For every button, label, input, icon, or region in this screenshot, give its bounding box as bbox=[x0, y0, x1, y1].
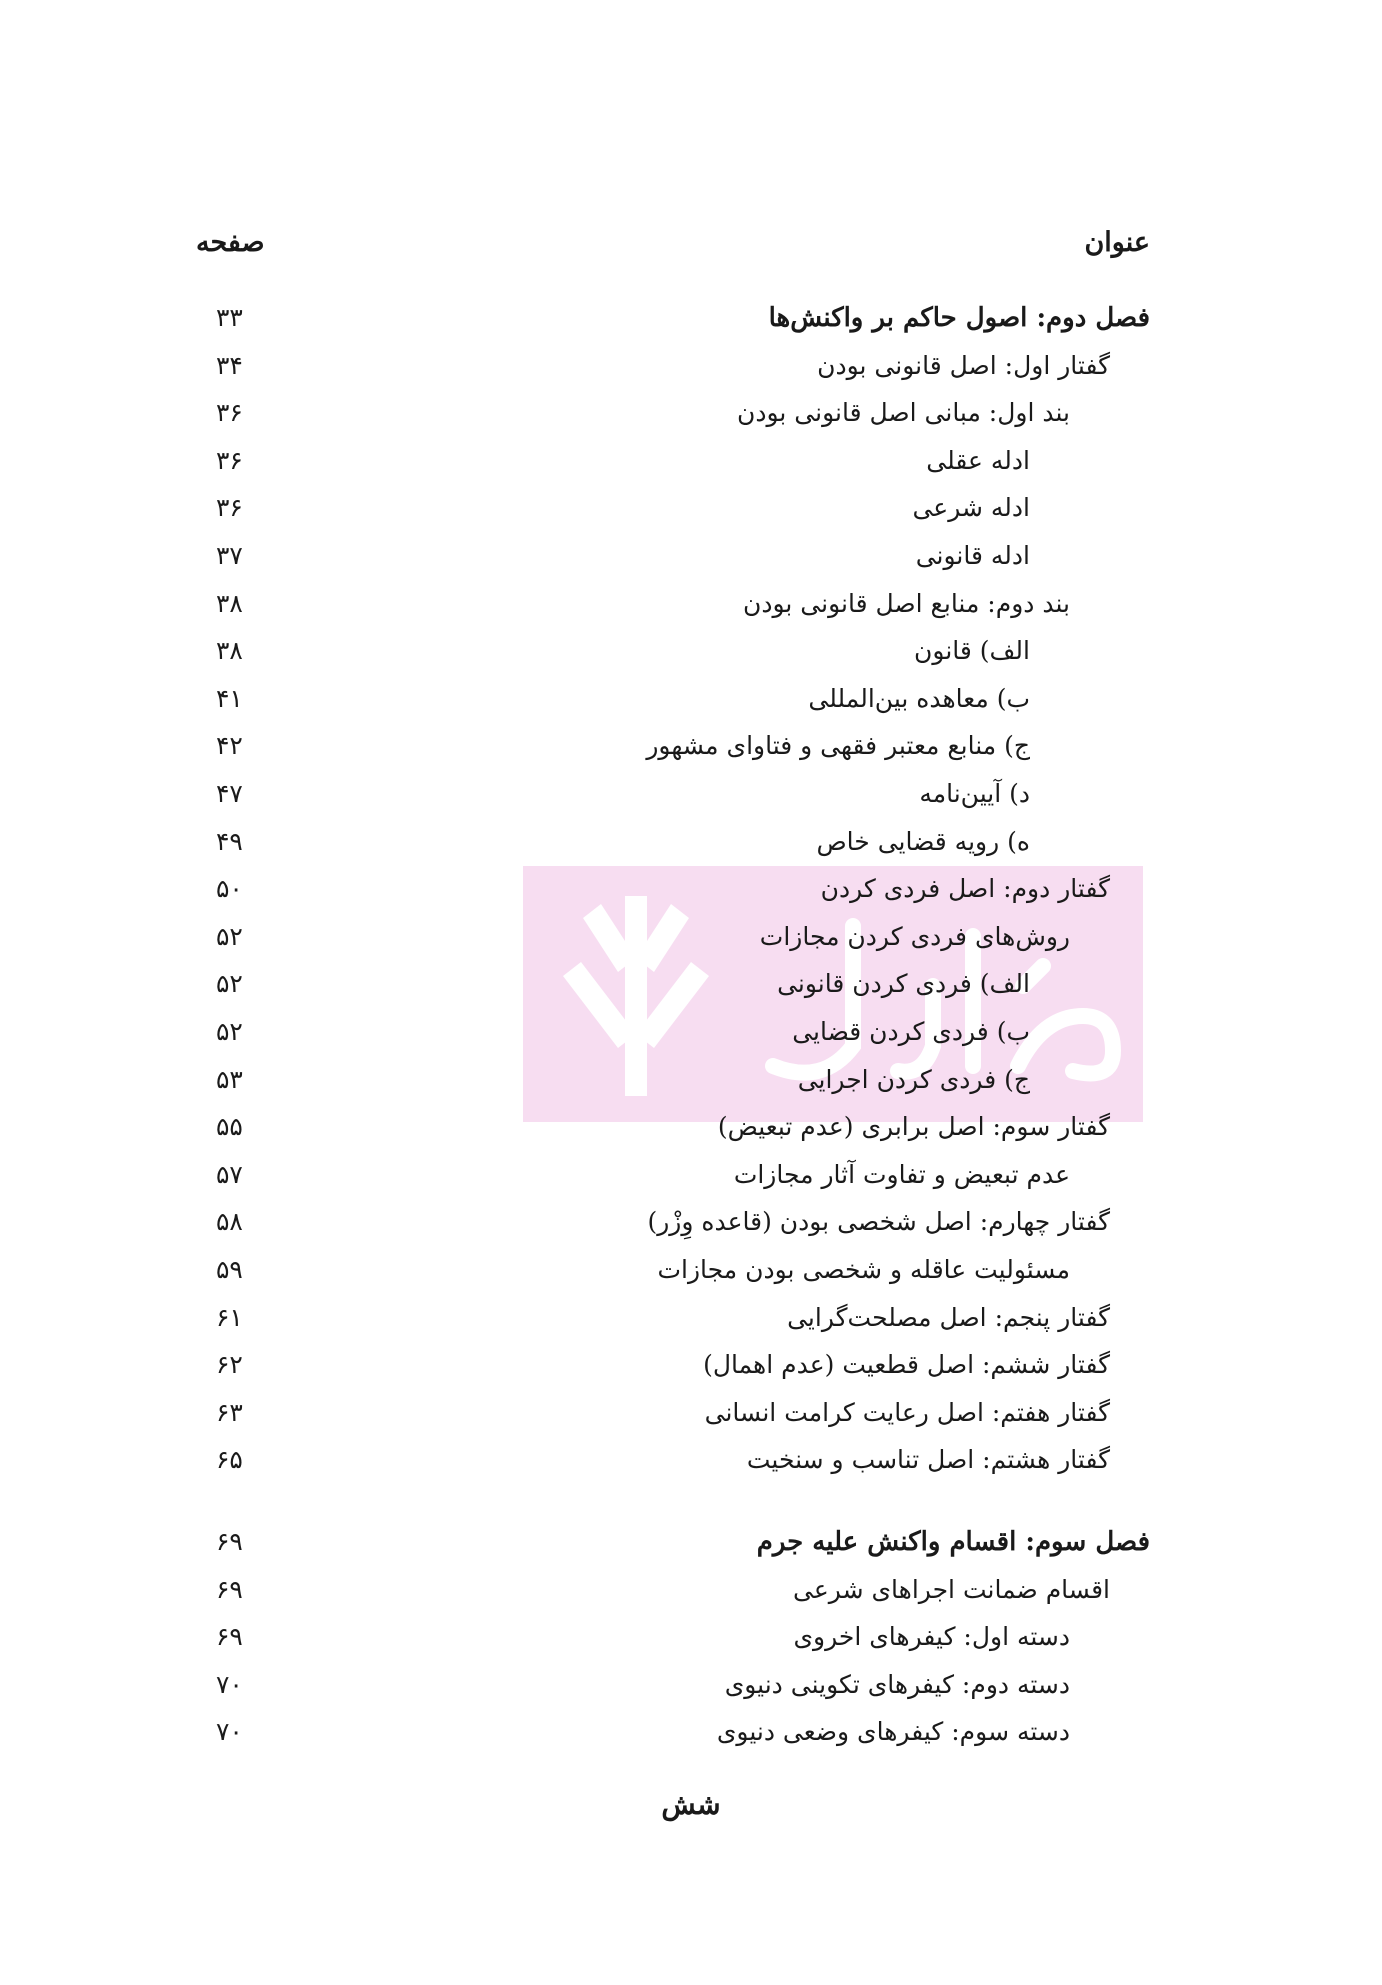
toc-entry-row bbox=[196, 1617, 1150, 1657]
toc-entry-title: دسته سوم: کیفرهای وضعی دنیوی bbox=[716, 1717, 1070, 1747]
toc-entry-row bbox=[196, 679, 1150, 719]
toc-entry-title: الف) قانون bbox=[914, 636, 1030, 666]
toc-entry-page-number: ۷۰ bbox=[216, 1669, 243, 1699]
toc-entry-page-number: ۵۲ bbox=[216, 969, 243, 999]
toc-entry-row bbox=[196, 1298, 1150, 1338]
toc-entry-title: ه) رویه قضایی خاص bbox=[816, 826, 1030, 856]
toc-entry-page-number: ۴۱ bbox=[216, 683, 243, 713]
toc-entry-page-number: ۳۳ bbox=[216, 303, 243, 332]
toc-entry-page-number: ۳۶ bbox=[216, 493, 243, 523]
toc-entry-page-number: ۴۹ bbox=[216, 826, 243, 856]
toc-entry-row bbox=[196, 869, 1150, 909]
toc-entry-title: ج) فردی کردن اجرایی bbox=[797, 1064, 1030, 1094]
toc-entry-title: فصل دوم: اصول حاکم بر واکنش‌ها bbox=[768, 303, 1150, 333]
toc-page-column-label: صفحه bbox=[196, 226, 265, 258]
toc-entry-title: دسته اول: کیفرهای اخروی bbox=[793, 1622, 1070, 1652]
toc-entry-row bbox=[196, 822, 1150, 862]
toc-entry-row bbox=[196, 1440, 1150, 1480]
toc-entry-row bbox=[196, 488, 1150, 528]
toc-entry-title: گفتار هفتم: اصل رعایت کرامت انسانی bbox=[704, 1397, 1110, 1427]
toc-entry-page-number: ۵۹ bbox=[216, 1255, 243, 1284]
toc-entry-row bbox=[196, 393, 1150, 433]
toc-entry-row bbox=[196, 346, 1150, 386]
toc-entry-title: ب) معاهده بین‌المللی bbox=[808, 683, 1030, 713]
toc-entry-page-number: ۵۲ bbox=[216, 1017, 243, 1046]
toc-entry-title: ب) فردی کردن قضایی bbox=[792, 1017, 1030, 1046]
toc-entry-title: گفتار سوم: اصل برابری (عدم تبعیض) bbox=[717, 1112, 1110, 1142]
toc-entry-page-number: ۴۲ bbox=[216, 731, 243, 761]
toc-entry-page-number: ۶۹ bbox=[216, 1527, 243, 1556]
toc-entry-title: گفتار چهارم: اصل شخصی بودن (قاعده وِزْر) bbox=[647, 1207, 1110, 1237]
toc-entry-title: ادله عقلی bbox=[926, 445, 1030, 475]
toc-entry-row bbox=[196, 631, 1150, 671]
toc-entry-page-number: ۵۲ bbox=[216, 921, 243, 951]
toc-entry-page-number: ۳۴ bbox=[216, 350, 243, 380]
toc-header bbox=[196, 222, 1150, 262]
toc-entry-page-number: ۳۶ bbox=[216, 398, 243, 428]
toc-entry-row bbox=[196, 1155, 1150, 1195]
toc-entry-title: گفتار پنجم: اصل مصلحت‌گرایی bbox=[787, 1302, 1110, 1332]
toc-entry-title: فصل سوم: اقسام واکنش علیه جرم bbox=[756, 1527, 1150, 1557]
toc-entry-page-number: ۳۷ bbox=[216, 541, 243, 570]
toc-entry-page-number: ۵۷ bbox=[216, 1159, 243, 1189]
toc-entry-title: ادله شرعی bbox=[912, 493, 1030, 523]
toc-chapter-row bbox=[196, 1522, 1150, 1562]
toc-entry-page-number: ۵۸ bbox=[216, 1207, 243, 1237]
toc-entry-row bbox=[196, 964, 1150, 1004]
toc-entry-title: ج) منابع معتبر فقهی و فتاوای مشهور bbox=[646, 731, 1030, 761]
toc-entry-title: الف) فردی کردن قانونی bbox=[777, 969, 1030, 999]
toc-chapter-row bbox=[196, 298, 1150, 338]
toc-entry-row bbox=[196, 1665, 1150, 1705]
toc-entry-page-number: ۷۰ bbox=[216, 1717, 243, 1747]
toc-entry-title: بند اول: مبانی اصل قانونی بودن bbox=[736, 398, 1070, 428]
toc-entry-page-number: ۵۵ bbox=[216, 1112, 243, 1142]
toc-entry-row bbox=[196, 441, 1150, 481]
toc-entry-title: اقسام ضمانت اجراهای شرعی bbox=[793, 1574, 1110, 1604]
toc-entry-page-number: ۳۶ bbox=[216, 445, 243, 475]
toc-entry-row bbox=[196, 584, 1150, 624]
toc-entry-page-number: ۶۹ bbox=[216, 1622, 243, 1652]
toc-entry-page-number: ۳۸ bbox=[216, 588, 243, 618]
toc-entry-row bbox=[196, 1250, 1150, 1290]
page-number-footer: شش bbox=[661, 1788, 721, 1821]
toc-entry-row bbox=[196, 1345, 1150, 1385]
toc-entry-row bbox=[196, 1393, 1150, 1433]
toc-entry-page-number: ۶۲ bbox=[216, 1350, 243, 1380]
toc-entry-row bbox=[196, 1712, 1150, 1752]
toc-entry-page-number: ۳۸ bbox=[216, 636, 243, 666]
toc-entry-page-number: ۵۰ bbox=[216, 874, 243, 904]
toc-entry-page-number: ۶۵ bbox=[216, 1445, 243, 1475]
toc-entry-page-number: ۴۷ bbox=[216, 779, 243, 808]
toc-entry-row bbox=[196, 1570, 1150, 1610]
toc-entry-row bbox=[196, 726, 1150, 766]
toc-entry-page-number: ۶۹ bbox=[216, 1574, 243, 1604]
toc-entry-row bbox=[196, 774, 1150, 814]
toc-entry-row bbox=[196, 1012, 1150, 1052]
toc-entry-title: بند دوم: منابع اصل قانونی بودن bbox=[743, 588, 1070, 618]
toc-title-column-label: عنوان bbox=[1084, 226, 1150, 258]
toc-entry-title: گفتار اول: اصل قانونی بودن bbox=[817, 350, 1110, 380]
toc-entry-title: دسته دوم: کیفرهای تکوینی دنیوی bbox=[724, 1669, 1070, 1699]
toc-entry-page-number: ۶۳ bbox=[216, 1397, 243, 1427]
toc-entry-row bbox=[196, 1107, 1150, 1147]
toc-entry-row bbox=[196, 1060, 1150, 1100]
toc-entry-title: ادله قانونی bbox=[915, 541, 1030, 570]
toc-entry-title: مسئولیت عاقله و شخصی بودن مجازات bbox=[657, 1255, 1070, 1284]
toc-entry-title: د) آیین‌نامه bbox=[919, 779, 1030, 808]
toc-entry-row bbox=[196, 1202, 1150, 1242]
toc-entry-row bbox=[196, 917, 1150, 957]
toc-entry-row bbox=[196, 536, 1150, 576]
toc-entry-page-number: ۶۱ bbox=[216, 1302, 243, 1332]
toc-entry-title: گفتار ششم: اصل قطعیت (عدم اهمال) bbox=[703, 1350, 1110, 1380]
toc-entry-title: عدم تبعیض و تفاوت آثار مجازات bbox=[733, 1159, 1070, 1189]
toc-entry-title: گفتار دوم: اصل فردی کردن bbox=[820, 874, 1110, 904]
toc-entry-title: روش‌های فردی کردن مجازات bbox=[759, 921, 1070, 951]
toc-entry-title: گفتار هشتم: اصل تناسب و سنخیت bbox=[746, 1445, 1110, 1475]
toc-entry-page-number: ۵۳ bbox=[216, 1064, 243, 1094]
